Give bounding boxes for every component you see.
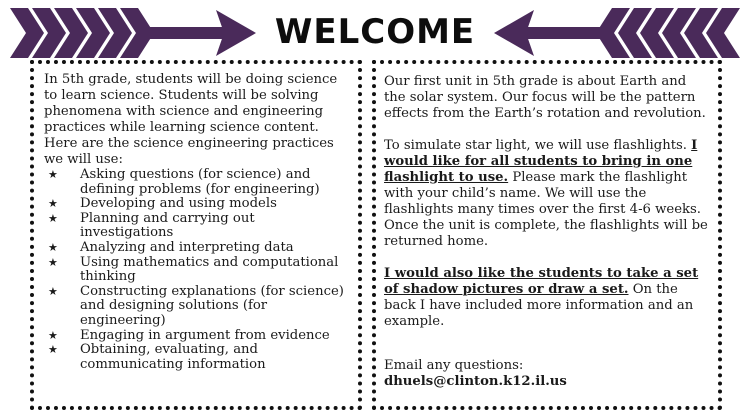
flashlight-paragraph: To simulate star light, we will use flashlights. I would like for all students to bring in one flashlight to use. Please mark the flashlight with your child’s name. We will use the flashlights many times over the first 4-6 weeks. Once the unit is complete, the flashlights will be returned home. xyxy=(384,138,708,249)
practices-list xyxy=(44,168,352,372)
unit-intro-paragraph: Our first unit in 5th grade is about Earth and the solar system. Our focus will be the pattern effects from the Earth’s rotation and revolution. xyxy=(384,74,706,121)
star-icon: ★ xyxy=(48,240,58,254)
flashlight-request: I would like for all students to bring in one flashlight to use. xyxy=(384,138,698,185)
arrow-left-icon xyxy=(492,6,740,60)
star-icon: ★ xyxy=(48,328,58,342)
star-icon: ★ xyxy=(48,343,58,357)
science-practices-panel xyxy=(30,60,362,410)
star-icon: ★ xyxy=(48,197,58,211)
star-icon: ★ xyxy=(48,168,58,181)
unit-info-panel xyxy=(372,60,722,410)
email-label: Email any questions: xyxy=(384,358,524,373)
star-icon: ★ xyxy=(48,211,58,225)
list-item: ★ Using mathematics and computational thinking xyxy=(48,254,339,285)
arrow-right-icon xyxy=(10,6,258,60)
page-title: WELCOME xyxy=(274,12,476,52)
shadow-request: I would also like the students to take a set of shadow pictures or draw a set. xyxy=(384,266,699,297)
list-item: ★ Developing and using models xyxy=(48,196,277,212)
list-item: ★ Planning and carrying out investigations xyxy=(48,210,255,241)
list-item: ★ Engaging in argument from evidence xyxy=(48,327,330,343)
shadow-paragraph: I would also like the students to take a set of shadow pictures or draw a set. On the back I have included more information and an example. xyxy=(384,266,699,329)
list-item: ★ Constructing explanations (for science) and designing solutions (for engineering) xyxy=(48,283,344,328)
email-address[interactable]: dhuels@clinton.k12.il.us xyxy=(384,374,567,389)
list-item: ★ Obtaining, evaluating, and communicating information xyxy=(48,342,266,372)
list-item: ★ Analyzing and interpreting data xyxy=(48,239,294,255)
star-icon: ★ xyxy=(48,255,58,269)
list-item: ★ Asking questions (for science) and defining problems (for engineering) xyxy=(48,167,320,197)
header xyxy=(0,0,750,64)
intro-paragraph: In 5th grade, students will be doing science to learn science. Students will be solving phenomena with science and engineering practices while learning science content. Here are the science engineering practices we will use: xyxy=(44,72,338,167)
star-icon: ★ xyxy=(48,284,58,298)
